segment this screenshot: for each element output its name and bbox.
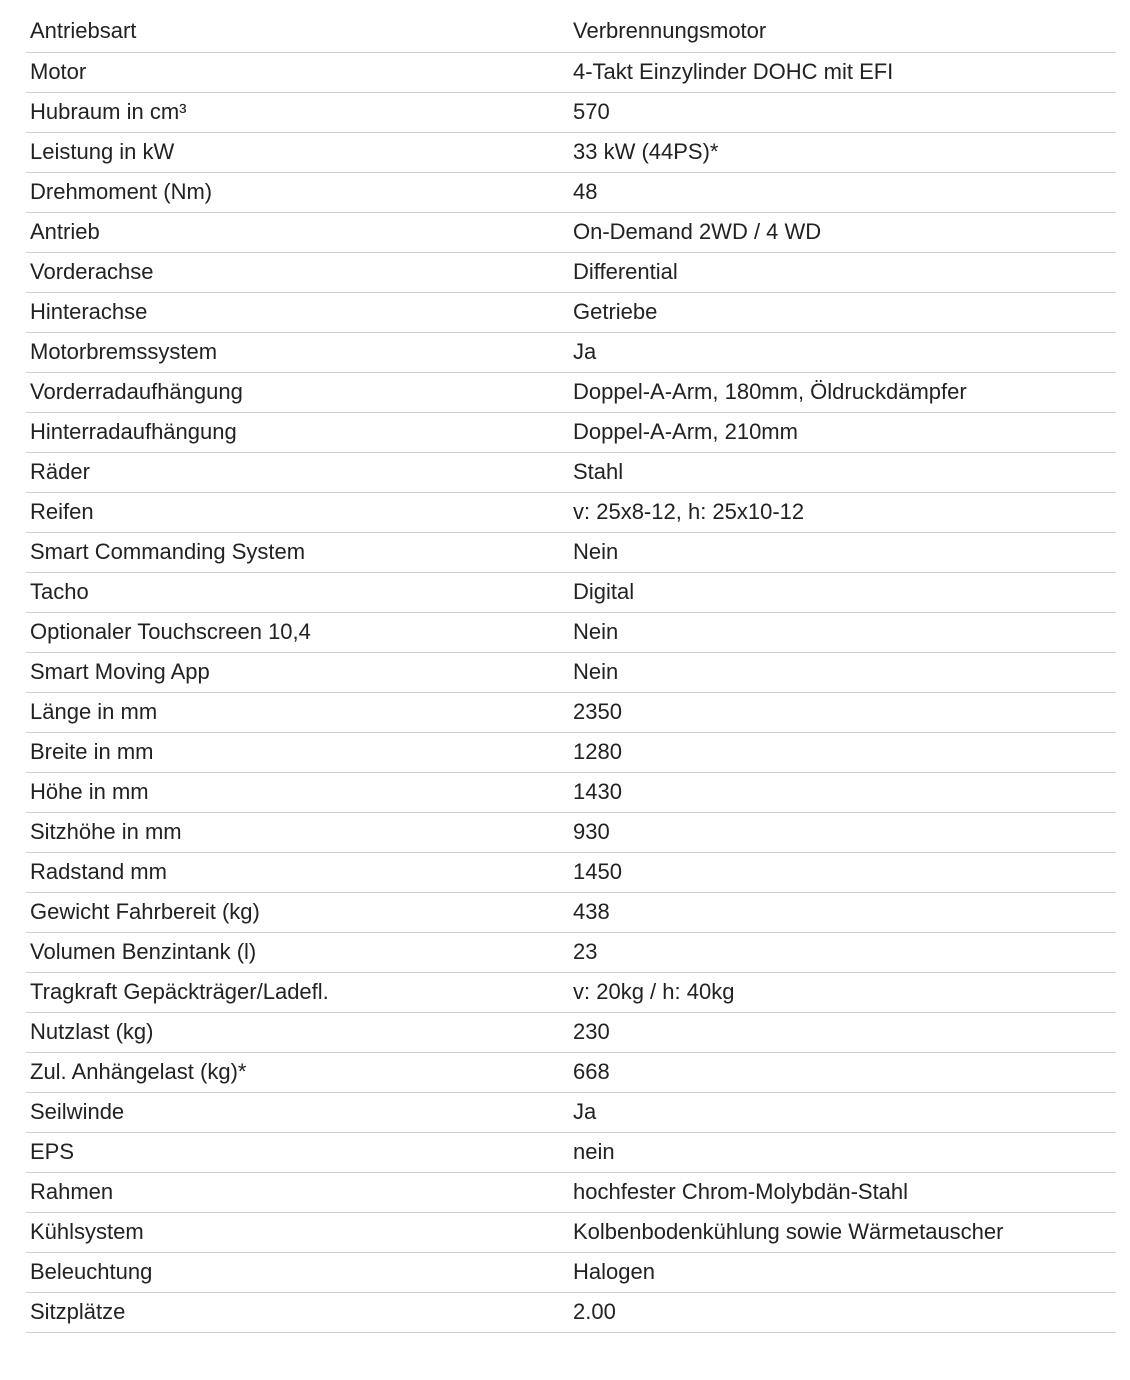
table-row xyxy=(26,572,1116,612)
spec-value: hochfester Chrom-Molybdän-Stahl xyxy=(569,1172,1116,1212)
table-row xyxy=(26,92,1116,132)
table-row xyxy=(26,1092,1116,1132)
spec-value: nein xyxy=(569,1132,1116,1172)
spec-label: Vorderachse xyxy=(26,252,569,292)
spec-value: 23 xyxy=(569,932,1116,972)
spec-value: Verbrennungsmotor xyxy=(569,12,1116,52)
spec-value: 930 xyxy=(569,812,1116,852)
spec-label: Nutzlast (kg) xyxy=(26,1012,569,1052)
table-row xyxy=(26,852,1116,892)
spec-label: Rahmen xyxy=(26,1172,569,1212)
spec-value: 48 xyxy=(569,172,1116,212)
spec-value: v: 20kg / h: 40kg xyxy=(569,972,1116,1012)
spec-label: Hinterradaufhängung xyxy=(26,412,569,452)
spec-label: Breite in mm xyxy=(26,732,569,772)
spec-value: 2350 xyxy=(569,692,1116,732)
spec-label: Seilwinde xyxy=(26,1092,569,1132)
table-row xyxy=(26,1252,1116,1292)
spec-label: Volumen Benzintank (l) xyxy=(26,932,569,972)
spec-value: 230 xyxy=(569,1012,1116,1052)
spec-value: Doppel-A-Arm, 180mm, Öldruckdämpfer xyxy=(569,372,1116,412)
table-row xyxy=(26,812,1116,852)
table-row xyxy=(26,732,1116,772)
spec-value: Halogen xyxy=(569,1252,1116,1292)
table-row xyxy=(26,612,1116,652)
spec-label: Antriebsart xyxy=(26,12,569,52)
spec-label: Kühlsystem xyxy=(26,1212,569,1252)
table-row xyxy=(26,1292,1116,1332)
spec-label: Höhe in mm xyxy=(26,772,569,812)
spec-value: Nein xyxy=(569,652,1116,692)
table-row xyxy=(26,252,1116,292)
table-row xyxy=(26,452,1116,492)
table-row xyxy=(26,692,1116,732)
spec-value: 668 xyxy=(569,1052,1116,1092)
spec-label: Zul. Anhängelast (kg)* xyxy=(26,1052,569,1092)
spec-label: Tragkraft Gepäckträger/Ladefl. xyxy=(26,972,569,1012)
spec-table xyxy=(26,12,1116,1333)
table-row xyxy=(26,372,1116,412)
spec-value: Getriebe xyxy=(569,292,1116,332)
spec-label: EPS xyxy=(26,1132,569,1172)
spec-label: Sitzhöhe in mm xyxy=(26,812,569,852)
table-row xyxy=(26,52,1116,92)
table-row xyxy=(26,772,1116,812)
spec-label: Sitzplätze xyxy=(26,1292,569,1332)
table-row xyxy=(26,492,1116,532)
table-row xyxy=(26,12,1116,52)
spec-label: Hinterachse xyxy=(26,292,569,332)
spec-label: Antrieb xyxy=(26,212,569,252)
spec-value: Digital xyxy=(569,572,1116,612)
spec-value: Ja xyxy=(569,332,1116,372)
spec-value: Differential xyxy=(569,252,1116,292)
spec-value: Stahl xyxy=(569,452,1116,492)
spec-label: Motor xyxy=(26,52,569,92)
spec-label: Smart Commanding System xyxy=(26,532,569,572)
table-row xyxy=(26,1132,1116,1172)
table-row xyxy=(26,892,1116,932)
spec-label: Gewicht Fahrbereit (kg) xyxy=(26,892,569,932)
spec-label: Reifen xyxy=(26,492,569,532)
spec-value: Kolbenbodenkühlung sowie Wärmetauscher xyxy=(569,1212,1116,1252)
spec-label: Leistung in kW xyxy=(26,132,569,172)
table-row xyxy=(26,172,1116,212)
spec-value: 438 xyxy=(569,892,1116,932)
spec-label: Vorderradaufhängung xyxy=(26,372,569,412)
spec-value: On-Demand 2WD / 4 WD xyxy=(569,212,1116,252)
spec-label: Länge in mm xyxy=(26,692,569,732)
table-row xyxy=(26,412,1116,452)
spec-value: 1280 xyxy=(569,732,1116,772)
table-row xyxy=(26,1052,1116,1092)
spec-value: Nein xyxy=(569,532,1116,572)
spec-table-body xyxy=(26,12,1116,1332)
spec-label: Radstand mm xyxy=(26,852,569,892)
table-row xyxy=(26,532,1116,572)
table-row xyxy=(26,652,1116,692)
spec-value: 4-Takt Einzylinder DOHC mit EFI xyxy=(569,52,1116,92)
spec-value: 570 xyxy=(569,92,1116,132)
spec-value: v: 25x8-12, h: 25x10-12 xyxy=(569,492,1116,532)
spec-value: 1450 xyxy=(569,852,1116,892)
spec-label: Hubraum in cm³ xyxy=(26,92,569,132)
table-row xyxy=(26,1172,1116,1212)
spec-value: 1430 xyxy=(569,772,1116,812)
table-row xyxy=(26,932,1116,972)
table-row xyxy=(26,292,1116,332)
spec-label: Drehmoment (Nm) xyxy=(26,172,569,212)
table-row xyxy=(26,1012,1116,1052)
spec-value: 33 kW (44PS)* xyxy=(569,132,1116,172)
spec-label: Motorbremssystem xyxy=(26,332,569,372)
spec-label: Räder xyxy=(26,452,569,492)
table-row xyxy=(26,212,1116,252)
spec-label: Beleuchtung xyxy=(26,1252,569,1292)
table-row xyxy=(26,132,1116,172)
spec-label: Smart Moving App xyxy=(26,652,569,692)
table-row xyxy=(26,1212,1116,1252)
table-row xyxy=(26,972,1116,1012)
spec-value: 2.00 xyxy=(569,1292,1116,1332)
spec-value: Doppel-A-Arm, 210mm xyxy=(569,412,1116,452)
table-row xyxy=(26,332,1116,372)
spec-value: Nein xyxy=(569,612,1116,652)
spec-label: Optionaler Touchscreen 10,4 xyxy=(26,612,569,652)
spec-value: Ja xyxy=(569,1092,1116,1132)
spec-label: Tacho xyxy=(26,572,569,612)
